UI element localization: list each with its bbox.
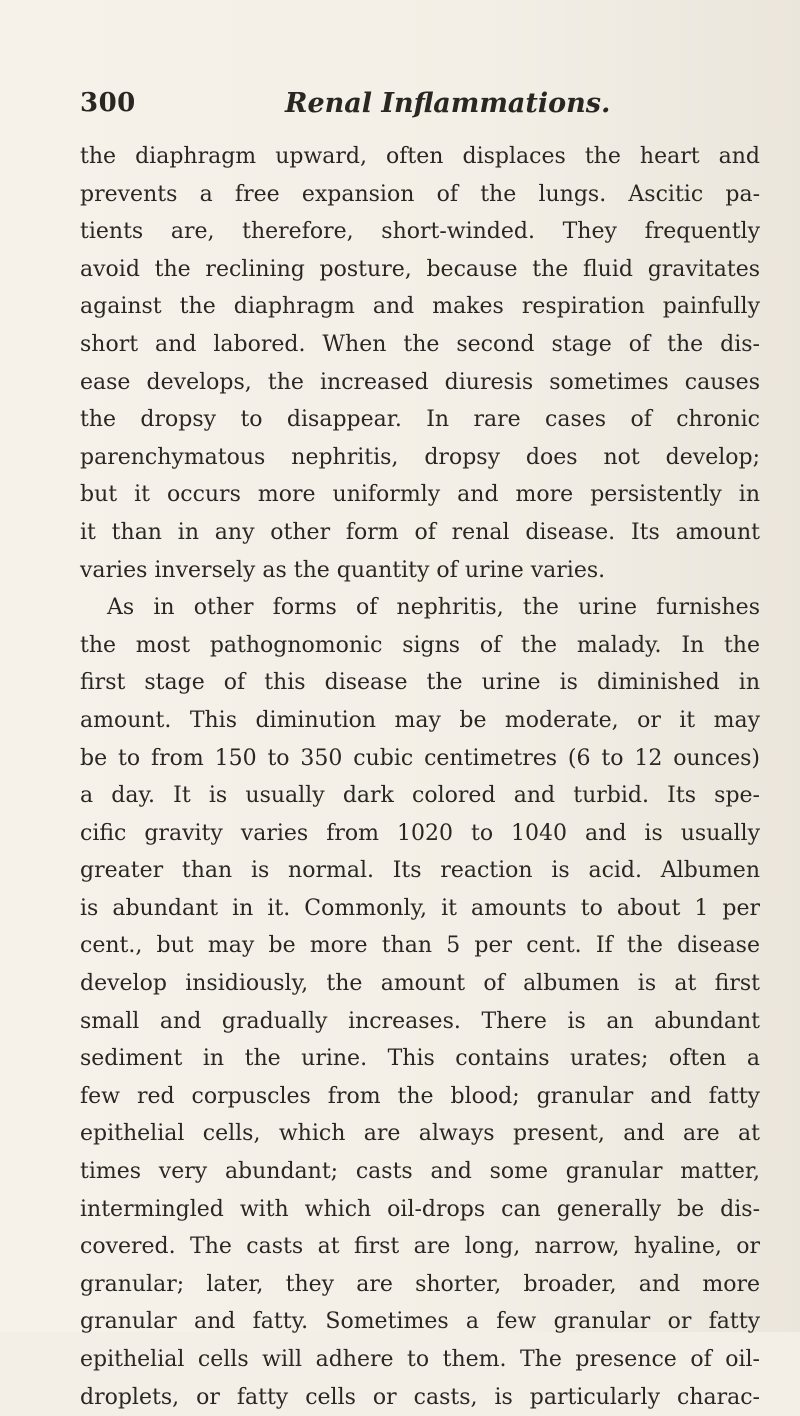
text-line: ease develops, the increased diuresis sometimes causes <box>80 369 760 395</box>
text-line: granular and fatty. Sometimes a few granular or fatty <box>80 1309 760 1335</box>
text-line: granular; later, they are shorter, broader, and more <box>80 1271 760 1297</box>
text-line: the most pathognomonic signs of the malady. In the <box>80 632 760 658</box>
text-line: covered. The casts at first are long, narrow, hyaline, or <box>80 1234 760 1260</box>
text-line: against the diaphragm and makes respiration painfully <box>80 294 760 320</box>
text-line: the dropsy to disappear. In rare cases of chronic <box>80 407 760 433</box>
text-line: small and gradually increases. There is an abundant <box>80 1008 760 1034</box>
page-header <box>80 88 760 128</box>
text-line: cent., but may be more than 5 per cent. If the disease <box>80 933 760 959</box>
page-number: 300 <box>80 88 136 118</box>
text-line: the diaphragm upward, often displaces the heart and <box>80 144 760 169</box>
text-line: varies inversely as the quantity of urine varies. <box>80 557 606 583</box>
text-line: times very abundant; casts and some granular matter, <box>80 1159 760 1185</box>
text-line: but it occurs more uniformly and more persistently in <box>80 482 760 508</box>
running-head: Renal Inflammations. <box>285 88 611 119</box>
text-line: epithelial cells, which are always present, and are at <box>80 1121 760 1147</box>
text-line: prevents a free expansion of the lungs. Ascitic pa- <box>80 181 760 207</box>
text-line: a day. It is usually dark colored and turbid. Its spe- <box>80 783 760 809</box>
text-line: parenchymatous nephritis, dropsy does not develop; <box>80 444 760 470</box>
text-line: short and labored. When the second stage of the dis- <box>80 331 760 357</box>
text-line: develop insidiously, the amount of albumen is at first <box>80 971 760 997</box>
text-line: sediment in the urine. This contains urates; often a <box>80 1046 760 1072</box>
text-line: is abundant in it. Commonly, it amounts to about 1 per <box>80 895 760 921</box>
text-line: avoid the reclining posture, because the fluid gravitates <box>80 256 760 282</box>
text-line: amount. This diminution may be moderate, or it may <box>80 707 760 733</box>
text-line: be to from 150 to 350 cubic centimetres (6 to 12 ounces) <box>80 745 760 771</box>
text-line: intermingled with which oil-drops can generally be dis- <box>80 1196 760 1222</box>
text-line: droplets, or fatty cells or casts, is particularly charac- <box>80 1384 760 1410</box>
text-line: greater than is normal. Its reaction is acid. Albumen <box>80 858 760 884</box>
text-line: few red corpuscles from the blood; granular and fatty <box>80 1083 760 1109</box>
text-line: cific gravity varies from 1020 to 1040 and is usually <box>80 820 760 846</box>
text-line: tients are, therefore, short-winded. They frequently <box>80 219 760 245</box>
text-line: it than in any other form of renal disease. Its amount <box>80 519 760 545</box>
text-line: As in other forms of nephritis, the urine furnishes <box>107 595 760 621</box>
text-line: epithelial cells will adhere to them. The presence of oil- <box>80 1347 760 1372</box>
body-text <box>80 138 760 1416</box>
text-line: first stage of this disease the urine is diminished in <box>80 670 760 696</box>
